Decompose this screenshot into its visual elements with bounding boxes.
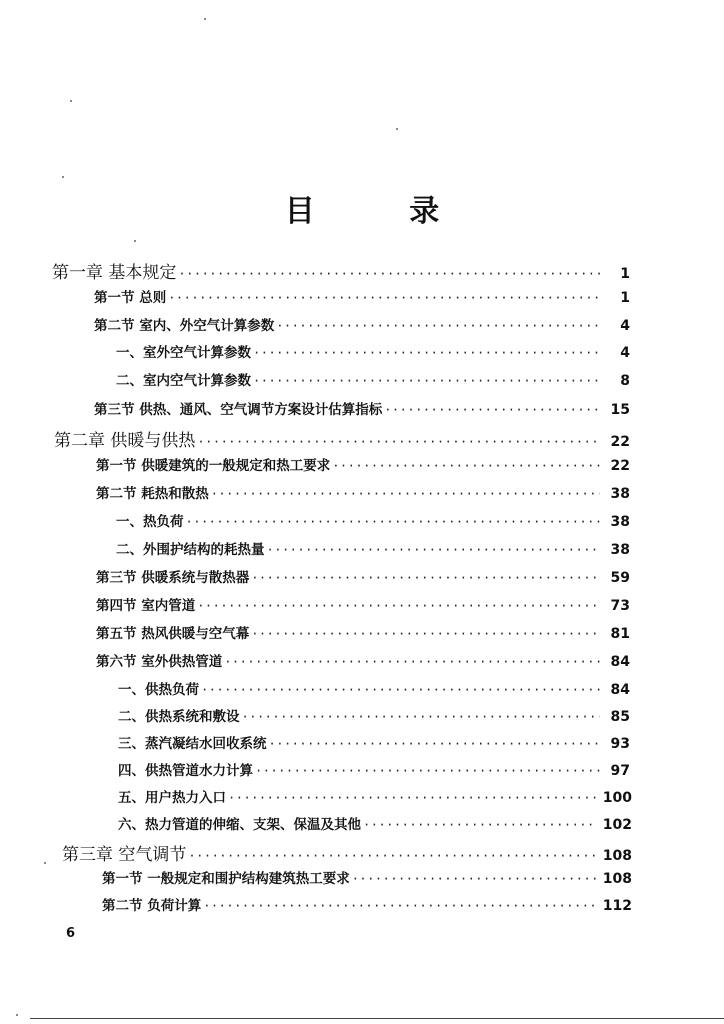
dot-leader (168, 291, 600, 305)
dot-leader (332, 459, 600, 473)
toc-entry-label: 第二节 室内、外空气计算参数 (94, 318, 275, 334)
dot-leader (253, 346, 600, 360)
toc-entry-label: 第二节 负荷计算 (102, 898, 202, 914)
page-title: 目 录 (284, 194, 482, 229)
toc-entry-section (94, 398, 630, 424)
toc-entry-page: 4 (620, 345, 630, 361)
toc-entry-subsection (116, 538, 630, 564)
dot-leader (211, 487, 600, 501)
toc-entry-label: 第四节 室内管道 (96, 598, 196, 614)
toc-entry-label: 五、用户热力入口 (118, 790, 226, 806)
scan-speck (204, 18, 206, 20)
toc-entry-label: 第六节 室外供热管道 (96, 654, 223, 670)
toc-entry-label: 第一节 一般规定和围护结构建筑热工要求 (102, 871, 350, 887)
dot-leader (363, 818, 597, 832)
toc-entry-subsection (118, 678, 630, 704)
toc-entry-page: 73 (610, 598, 630, 614)
toc-entry-subsection (118, 786, 632, 812)
dot-leader (269, 737, 601, 751)
page-number: 6 (66, 926, 76, 941)
toc-entry-label: 一、室外空气计算参数 (116, 345, 251, 361)
toc-entry-page: 97 (610, 763, 630, 779)
dot-leader (242, 710, 601, 724)
toc-entry-subsection (118, 705, 630, 731)
toc-entry-section (96, 622, 630, 648)
dot-leader (255, 764, 600, 778)
toc-entry-section (96, 566, 630, 592)
dot-leader (253, 374, 600, 388)
toc-entry-page: 38 (610, 486, 630, 502)
toc-entry-label: 三、蒸汽凝结水回收系统 (118, 736, 267, 752)
toc-entry-page: 108 (602, 871, 632, 887)
toc-entry-section (96, 650, 630, 676)
toc-entry-page: 93 (610, 736, 630, 752)
dot-leader (201, 683, 600, 697)
toc-entry-subsection (116, 341, 630, 367)
toc-entry-page: 84 (610, 654, 630, 670)
toc-entry-label: 第三节 供热、通风、空气调节方案设计估算指标 (94, 402, 383, 418)
toc-entry-section (96, 594, 630, 620)
toc-entry-page: 85 (610, 709, 630, 725)
toc-entry-subsection (118, 732, 630, 758)
dot-leader (276, 319, 600, 333)
toc-entry-page: 4 (620, 318, 630, 334)
toc-entry-page: 38 (610, 514, 630, 530)
dot-leader (251, 627, 600, 641)
toc-entry-section (102, 867, 632, 893)
toc-entry-page: 102 (602, 817, 632, 833)
toc-entry-label: 第一章 基本规定 (52, 263, 177, 283)
toc-entry-section (94, 286, 630, 312)
dot-leader (267, 543, 601, 557)
dot-leader (203, 899, 597, 913)
toc-entry-chapter-1 (52, 258, 630, 284)
toc-entry-page: 1 (620, 290, 630, 306)
toc-entry-section (94, 314, 630, 340)
dot-leader (228, 791, 597, 805)
toc-entry-chapter-2 (54, 426, 630, 452)
dot-leader (352, 872, 597, 886)
toc-entry-page: 59 (610, 570, 630, 586)
scan-speck (44, 862, 46, 864)
bottom-rule (30, 1018, 724, 1019)
toc-entry-label: 六、热力管道的伸缩、支架、保温及其他 (118, 817, 361, 833)
toc-entry-label: 第三节 供暖系统与散热器 (96, 570, 250, 586)
toc-entry-label: 二、室内空气计算参数 (116, 373, 251, 389)
toc-entry-section (96, 454, 630, 480)
dot-leader (197, 435, 600, 449)
toc-entry-page: 15 (610, 402, 630, 418)
toc-entry-label: 四、供热管道水力计算 (118, 763, 253, 779)
toc-entry-section (102, 894, 632, 920)
toc-entry-label: 一、供热负荷 (118, 682, 199, 698)
scan-speck (396, 128, 398, 130)
toc-entry-page: 84 (610, 682, 630, 698)
toc-entry-label: 二、外围护结构的耗热量 (116, 542, 265, 558)
toc-entry-label: 一、热负荷 (116, 514, 184, 530)
toc-entry-page: 1 (620, 266, 630, 282)
toc-entry-page: 112 (602, 898, 632, 914)
scan-speck (62, 176, 64, 178)
dot-leader (251, 571, 600, 585)
toc-entry-subsection (116, 369, 630, 395)
toc-entry-page: 22 (610, 434, 630, 450)
scan-speck (134, 240, 136, 242)
scan-speck (16, 1014, 18, 1016)
toc-entry-page: 38 (610, 542, 630, 558)
dot-leader (188, 849, 596, 863)
toc-entry-page: 22 (610, 458, 630, 474)
dot-leader (384, 403, 600, 417)
toc-entry-subsection (116, 510, 630, 536)
toc-entry-label: 二、供热系统和敷设 (118, 709, 240, 725)
scan-speck (70, 100, 72, 102)
dot-leader (224, 655, 600, 669)
toc-entry-label: 第一节 总则 (94, 290, 167, 306)
dot-leader (178, 267, 600, 281)
toc-entry-page: 100 (602, 790, 632, 806)
toc-entry-label: 第二章 供暖与供热 (54, 431, 196, 451)
toc-entry-section (96, 482, 630, 508)
toc-entry-page: 108 (602, 848, 632, 864)
dot-leader (186, 515, 601, 529)
toc-entry-subsection (118, 759, 630, 785)
toc-entry-label: 第一节 供暖建筑的一般规定和热工要求 (96, 458, 331, 474)
dot-leader (197, 599, 600, 613)
toc-entry-page: 81 (610, 626, 630, 642)
toc-entry-chapter-3 (62, 840, 632, 866)
toc-entry-subsection (118, 813, 632, 839)
toc-entry-label: 第二节 耗热和散热 (96, 486, 209, 502)
toc-entry-label: 第三章 空气调节 (62, 845, 187, 865)
toc-entry-label: 第五节 热风供暖与空气幕 (96, 626, 250, 642)
toc-entry-page: 8 (620, 373, 630, 389)
